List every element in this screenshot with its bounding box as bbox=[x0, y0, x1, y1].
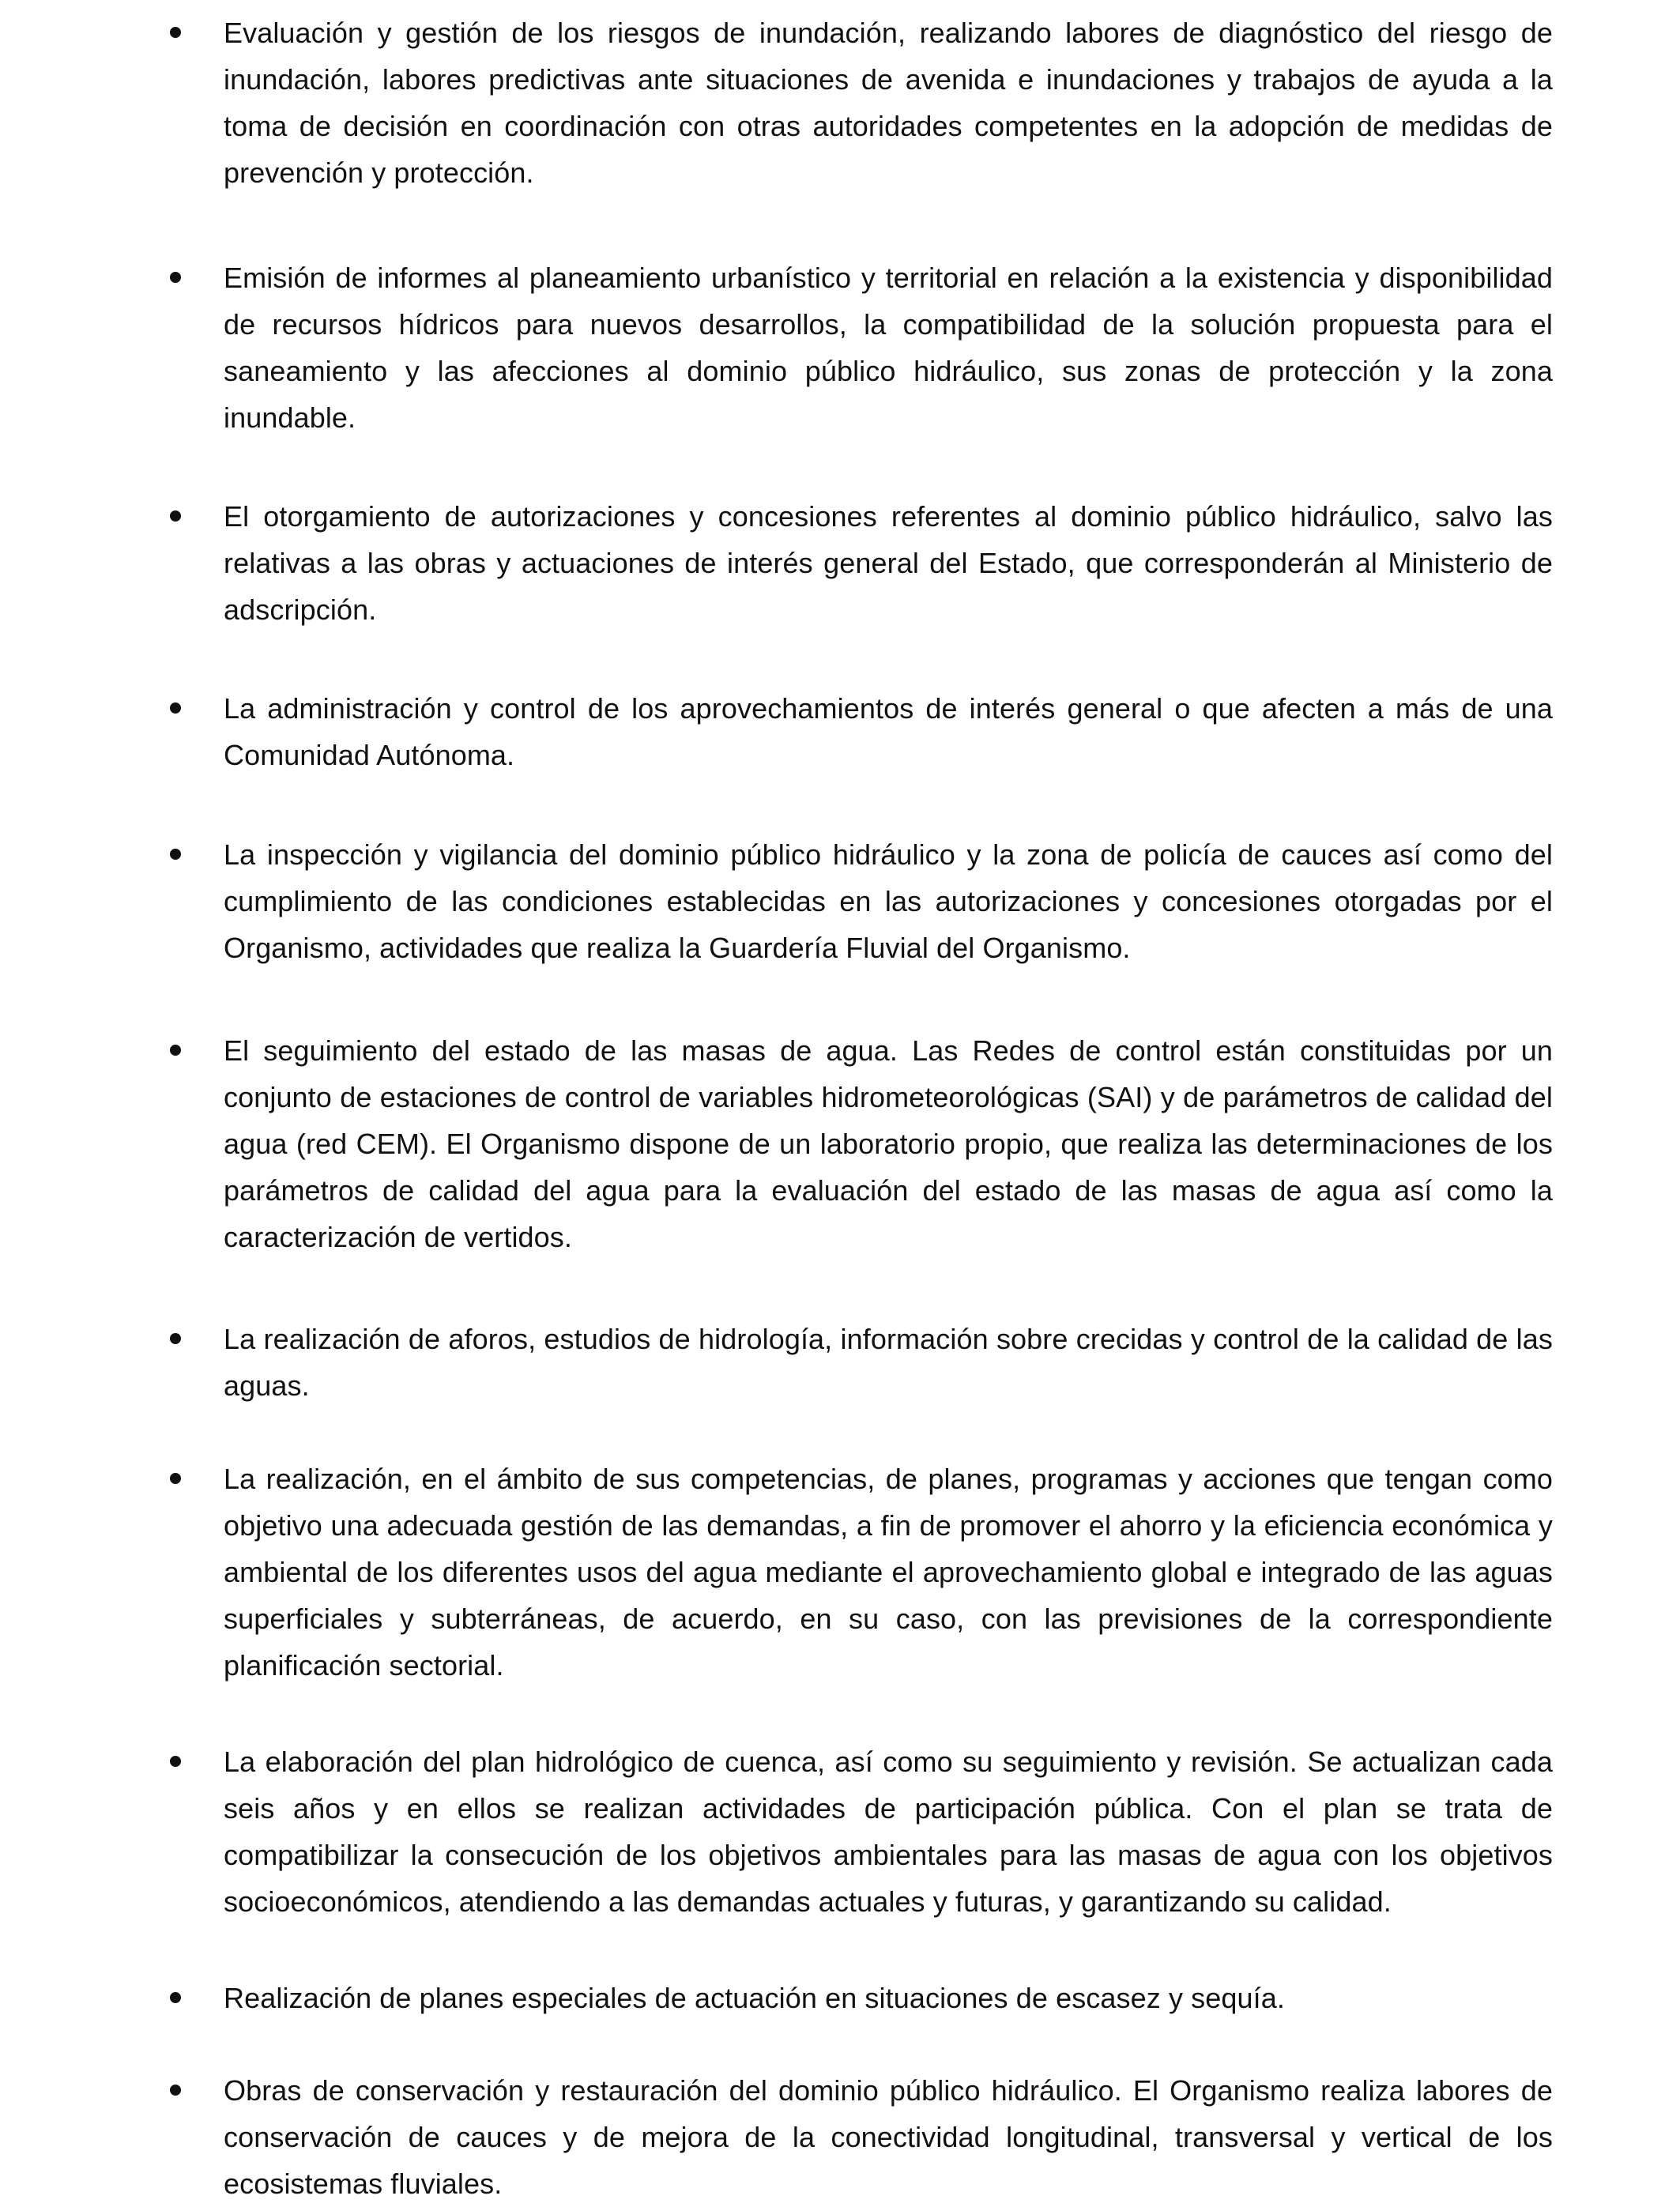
list-item-text: El seguimiento del estado de las masas de agua. Las Redes de control están constituidas por un conjunto de estaciones de control de variables hidrometeorológicas (SAI) y de parámetros de calidad del agua (red CEM). El Organismo dispone de un laboratorio propio, que realiza las determinaciones de los parámetros de calidad del agua para la evaluación del estado de las masas de agua así como la caracterización de vertidos. bbox=[224, 1034, 1553, 1253]
list-item-text: La realización de aforos, estudios de hidrología, información sobre crecidas y control de la calidad de las aguas. bbox=[224, 1323, 1553, 1402]
list-item-text: La administración y control de los aprovechamientos de interés general o que afecten a más de una Comunidad Autónoma. bbox=[224, 692, 1553, 771]
list-item-text: La inspección y vigilancia del dominio público hidráulico y la zona de policía de cauces así como del cumplimiento de las condiciones establecidas en las autorizaciones y concesiones otorgadas por el Organismo, actividades que realiza la Guardería Fluvial del Organismo. bbox=[224, 838, 1553, 964]
list-item-text: La realización, en el ámbito de sus competencias, de planes, programas y acciones que tengan como objetivo una adecuada gestión de las demandas, a fin de promover el ahorro y la eficiencia económica y ambiental de los diferentes usos del agua mediante el aprovechamiento global e integrado de las aguas superficiales y subterráneas, de acuerdo, en su caso, con las previsiones de la correspondiente planificación sectorial. bbox=[224, 1463, 1553, 1682]
list-item-text: La elaboración del plan hidrológico de cuenca, así como su seguimiento y revisión. Se actualizan cada seis años y en ellos se realizan actividades de participación pública. Con el plan se trata de compatibilizar la consecución de los objetivos ambientales para las masas de agua con los objetivos socioeconómicos, atendiendo a las demandas actuales y futuras, y garantizando su calidad. bbox=[224, 1746, 1553, 1918]
bullet-icon bbox=[170, 1992, 181, 2003]
bullet-icon bbox=[170, 1045, 181, 1056]
bullet-icon bbox=[170, 702, 181, 714]
bullet-icon bbox=[170, 2085, 181, 2096]
bullet-icon bbox=[170, 849, 181, 860]
bullet-icon bbox=[170, 27, 181, 38]
bullet-icon bbox=[170, 1333, 181, 1344]
bullet-icon bbox=[170, 1756, 181, 1767]
bullet-icon bbox=[170, 1473, 181, 1484]
list-item-text: Realización de planes especiales de actuación en situaciones de escasez y sequía. bbox=[224, 1982, 1285, 2014]
list-item-text: Emisión de informes al planeamiento urbanístico y territorial en relación a la existencia y disponibilidad de recursos hídricos para nuevos desarrollos, la compatibilidad de la solución propuesta para el saneamiento y las afecciones al dominio público hidráulico, sus zonas de protección y la zona inundable. bbox=[224, 262, 1553, 434]
list-item-text: El otorgamiento de autorizaciones y concesiones referentes al dominio público hidráulico, salvo las relativas a las obras y actuaciones de interés general del Estado, que corresponderán al Ministerio de adscripción. bbox=[224, 500, 1553, 626]
bullet-icon bbox=[170, 510, 181, 522]
list-item-text: Obras de conservación y restauración del dominio público hidráulico. El Organismo realiza labores de conservación de cauces y de mejora de la conectividad longitudinal, transversal y vertical de los ecosistemas fluviales. bbox=[224, 2074, 1553, 2200]
list-item-text: Evaluación y gestión de los riesgos de inundación, realizando labores de diagnóstico del riesgo de inundación, labores predictivas ante situaciones de avenida e inundaciones y trabajos de ayuda a la toma de decisión en coordinación con otras autoridades competentes en la adopción de medidas de prevención y protección. bbox=[224, 17, 1553, 189]
bullet-icon bbox=[170, 272, 181, 283]
